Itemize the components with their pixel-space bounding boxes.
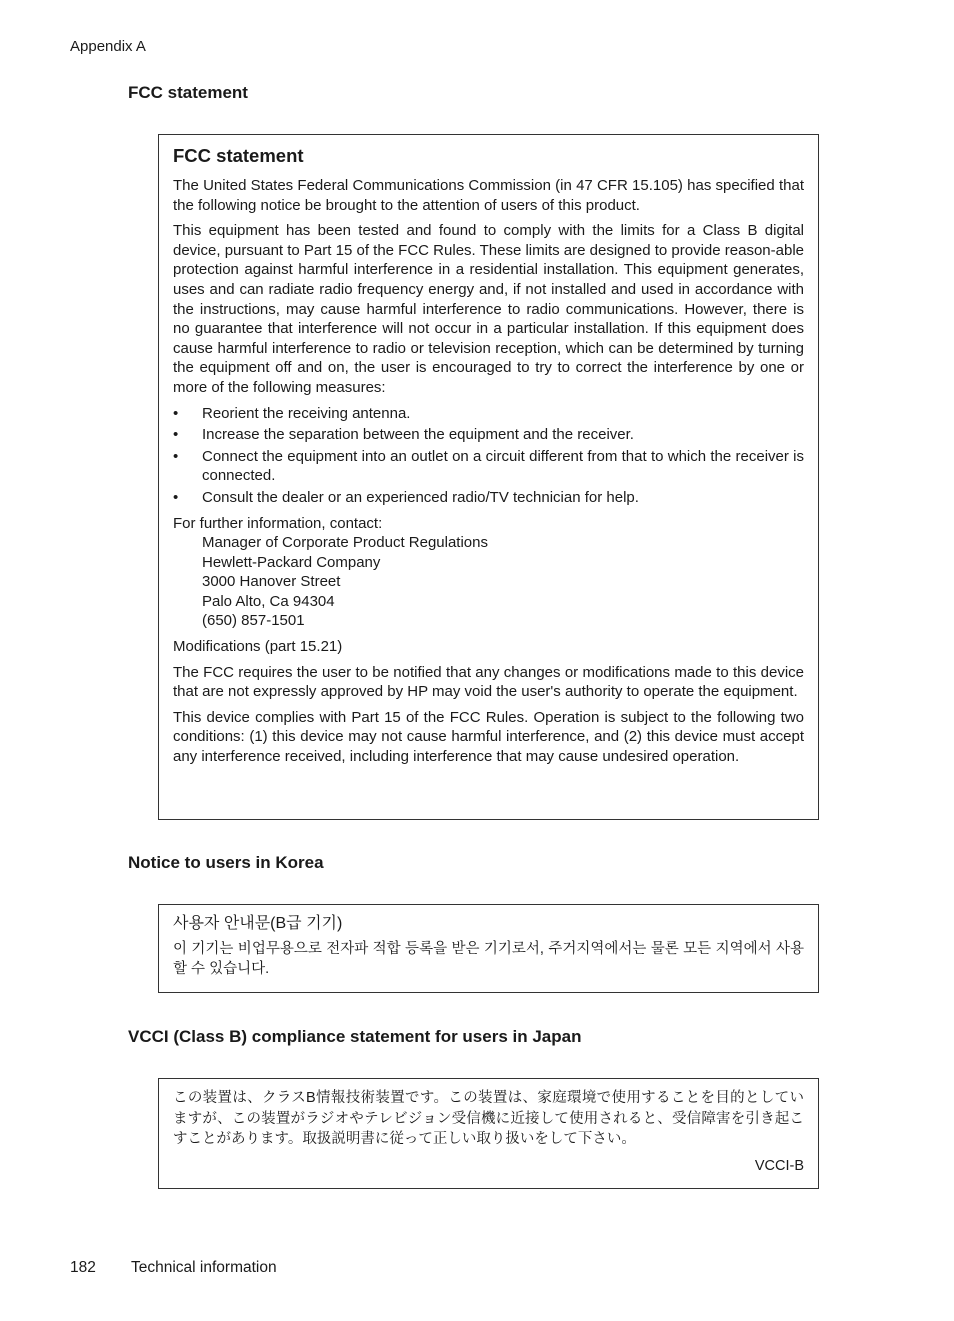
- korea-section-heading: Notice to users in Korea: [128, 853, 324, 872]
- fcc-section-heading: FCC statement: [128, 83, 248, 102]
- list-item-text: Consult the dealer or an experienced radio/TV technician for help.: [202, 488, 639, 506]
- list-item: [173, 425, 804, 445]
- fcc-paragraph-3: The FCC requires the user to be notified that any changes or modifications made to this device that are not expressly approved by HP may void the user's authority to operate the equipment.: [173, 663, 804, 701]
- running-header: Appendix A: [70, 38, 146, 55]
- footer-section-title: Technical information: [131, 1259, 277, 1276]
- list-item-text: Connect the equipment into an outlet on a circuit different from that to which the receiver is connected.: [202, 447, 804, 485]
- bullet-icon: •: [173, 447, 179, 465]
- fcc-paragraph-1: The United States Federal Communications Commission (in 47 CFR 15.105) has specified that the following notice be brought to the attention of users of this product.: [173, 177, 804, 214]
- contact-line: (650) 857-1501: [202, 612, 305, 630]
- contact-intro: For further information, contact:: [173, 514, 383, 532]
- korea-box-text: 이 기기는 비업무용으로 전자파 적합 등록을 받은 기기로서, 주거지역에서는 물론 모든 지역에서 사용할 수 있습니다.: [173, 941, 804, 977]
- contact-line: Palo Alto, Ca 94304: [202, 592, 335, 610]
- fcc-measures-list: [173, 404, 804, 508]
- vcci-label: VCCI-B: [754, 1157, 804, 1174]
- list-item: [173, 404, 804, 424]
- japan-section-heading: VCCI (Class B) compliance statement for users in Japan: [128, 1027, 582, 1046]
- fcc-modifications-label: Modifications (part 15.21): [173, 638, 343, 656]
- korea-notice-box: [158, 904, 819, 993]
- bullet-icon: •: [173, 488, 179, 506]
- fcc-paragraph-2: This equipment has been tested and found to comply with the limits for a Class B digital device, pursuant to Part 15 of the FCC Rules. These limits are designed to provide reason-able protection against harmful interference in a residential installation. This equipment generates, uses and can radiate radio frequency energy and, if not installed and used in accordance with the instructions, may cause harmful interference to radio communications. However, there is no guarantee that interference will not occur in a particular installation. If this equipment does cause harmful interference to radio or television reception, which can be determined by turning the equipment off and on, the user is encouraged to try to correct the interference by one or more of the following measures:: [173, 222, 804, 396]
- korea-box-title: 사용자 안내문(B급 기기): [173, 915, 343, 932]
- fcc-statement-box: [158, 134, 819, 820]
- list-item-text: Reorient the receiving antenna.: [202, 404, 411, 422]
- contact-line: 3000 Hanover Street: [202, 573, 341, 591]
- bullet-icon: •: [173, 426, 179, 444]
- japan-box-text: この装置は、クラスB情報技術装置です。この装置は、家庭環境で使用することを目的としていますが、この装置がラジオやテレビジョン受信機に近接して使用されると、受信障害を引き起こすことがあります。取扱説明書に従って正しい取り扱いをして下さい。: [173, 1090, 804, 1147]
- list-item: [173, 488, 804, 508]
- contact-line: Manager of Corporate Product Regulations: [202, 534, 488, 552]
- page-number: 182: [70, 1259, 96, 1276]
- list-item: [173, 447, 804, 486]
- fcc-paragraph-4: This device complies with Part 15 of the FCC Rules. Operation is subject to the following two conditions: (1) this device may not cause harmful interference, and (2) this device must accept any interference received, including interference that may cause undesired operation.: [173, 708, 804, 766]
- list-item-text: Increase the separation between the equipment and the receiver.: [202, 426, 634, 444]
- bullet-icon: •: [173, 404, 179, 422]
- japan-vcci-box: [158, 1078, 819, 1189]
- contact-line: Hewlett-Packard Company: [202, 553, 381, 571]
- fcc-contact-block: [173, 514, 804, 632]
- fcc-box-title: FCC statement: [173, 145, 304, 166]
